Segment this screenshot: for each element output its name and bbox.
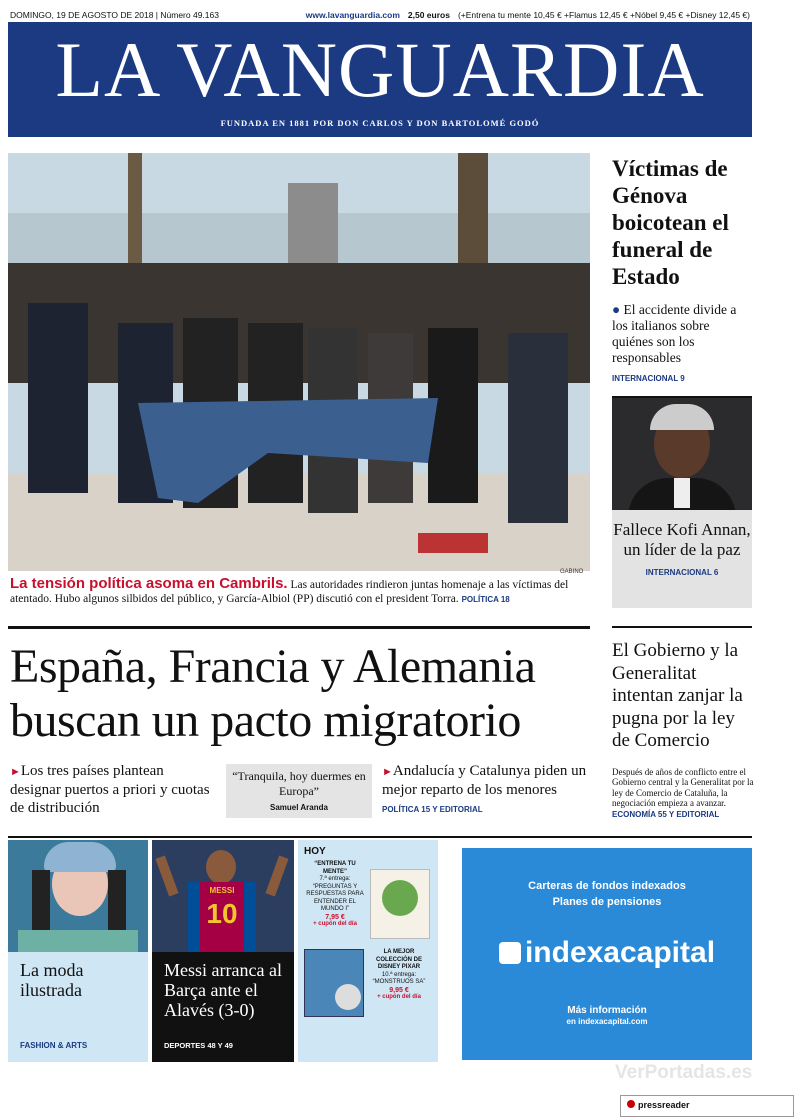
cambrils-photo-illustration [8, 153, 590, 571]
kofi-annan-tag: INTERNACIONAL 6 [645, 568, 719, 577]
caption-headline: La tensión política asoma en Cambrils. [10, 575, 288, 592]
ad-url[interactable]: en indexacapital.com [566, 1017, 648, 1026]
moda-tag: FASHION & ARTS [20, 1041, 88, 1050]
ad-line-2: Planes de pensiones [552, 896, 662, 908]
pressreader-logo-icon [627, 1100, 635, 1108]
date-issue: DOMINGO, 19 DE AGOSTO DE 2018 | Número 49.163 [10, 10, 219, 20]
indexacapital-ad[interactable] [462, 848, 752, 1060]
hoy-label: HOY [304, 846, 326, 857]
entrena-promo: “ENTRENA TU MENTE” 7.ª entrega: “PREGUNTAS Y RESPUESTAS PARA ENTENDER EL MUNDO I” 7,95 € + cupón del día [306, 861, 364, 927]
kofi-annan-story[interactable] [612, 398, 752, 608]
newspaper-title: LA VANGUARDIA [55, 26, 705, 113]
genova-headline: Víctimas de Génova boicotean el funeral de Estado [612, 156, 729, 289]
messi-title: Messi arranca al Barça ante el Alavés (3-0) [164, 960, 282, 1020]
genova-tag: INTERNACIONAL 9 [612, 374, 685, 383]
main-headline[interactable]: España, Francia y Alemania buscan un pacto migratorio [10, 640, 536, 747]
section-rule [8, 626, 590, 629]
quote-box[interactable] [226, 764, 372, 818]
pressreader-badge[interactable]: pressreader [620, 1095, 794, 1117]
messi-shirt-name: MESSI [209, 886, 235, 895]
caption-text: Las autoridades rindieron juntas homenaje a las víctimas del atentado. Hubo algunos silbidos del público, y García-Albiol (PP) discutió con el president Torra. [10, 579, 569, 605]
photo-caption[interactable] [10, 577, 590, 607]
verportadas-watermark: VerPortadas.es [615, 1062, 753, 1083]
messi-photo [152, 840, 294, 952]
comercio-headline: El Gobierno y la Generalitat intentan zanjar la pugna por la ley de Comercio [612, 640, 743, 751]
bottom-rule [8, 836, 752, 838]
sub-story-1[interactable]: ►Los tres países plantean designar puertos a priori y cuotas de distribución [10, 763, 210, 816]
brand-mark-icon [499, 942, 521, 964]
comercio-deck: Después de años de conflicto entre el Gobierno central y la Generalitat por la ley de Comercio de Cataluña, la negociación empieza a avanzar. ECONOMÍA 55 Y EDITORIAL [612, 766, 754, 819]
quote-text: “Tranquila, hoy duermes en Europa” [232, 769, 366, 798]
top-info-line [10, 8, 750, 22]
ad-more-info: Más información [567, 1005, 647, 1016]
kofi-annan-headline: Fallece Kofi Annan, un líder de la paz [613, 520, 751, 559]
sub-story-2[interactable]: ►Andalucía y Catalunya piden un mejor reparto de los menores POLÍTICA 15 Y EDITORIAL [382, 763, 587, 814]
moda-illustration [8, 840, 148, 952]
kofi-annan-photo [612, 398, 752, 510]
main-photo[interactable] [8, 153, 590, 571]
disney-promo: LA MEJOR COLECCIÓN DE DISNEY PIXAR 10.ª entrega: “MONSTRUOS SA” 9,95 € + cupón del día [372, 949, 426, 1000]
founded-line: FUNDADA EN 1881 POR DON CARLOS Y DON BARTOLOMÉ GODÓ [220, 118, 540, 128]
photo-credit: GABINO [560, 569, 584, 575]
masthead[interactable] [8, 22, 752, 137]
ad-line-1: Carteras de fondos indexados [528, 880, 686, 892]
ad-brand: indexacapital [462, 936, 752, 970]
quote-author: Samuel Aranda [270, 803, 328, 812]
comercio-story[interactable] [612, 640, 754, 820]
messi-shirt-number: 10 [206, 898, 238, 929]
hoy-promo-box[interactable] [298, 840, 438, 1062]
moda-title: La moda ilustrada [20, 960, 84, 1000]
messi-box[interactable] [152, 840, 294, 1062]
messi-tag: DEPORTES 48 Y 49 [164, 1041, 233, 1050]
entrena-book-cover [370, 869, 430, 939]
caption-tag: POLÍTICA 18 [461, 595, 510, 604]
genova-story[interactable] [612, 155, 752, 383]
moda-box[interactable] [8, 840, 148, 1062]
disney-dvd-cover [304, 949, 364, 1017]
site-url[interactable]: www.lavanguardia.com [305, 10, 400, 20]
genova-deck: ● El accidente divide a los italianos sobre quiénes son los responsables [612, 302, 737, 365]
side-rule-2 [612, 626, 752, 628]
offers: (+Entrena tu mente 10,45 € +Flamus 12,45 € +Nóbel 9,45 € +Disney 12,45 €) [457, 10, 750, 20]
price: 2,50 euros [407, 10, 450, 20]
